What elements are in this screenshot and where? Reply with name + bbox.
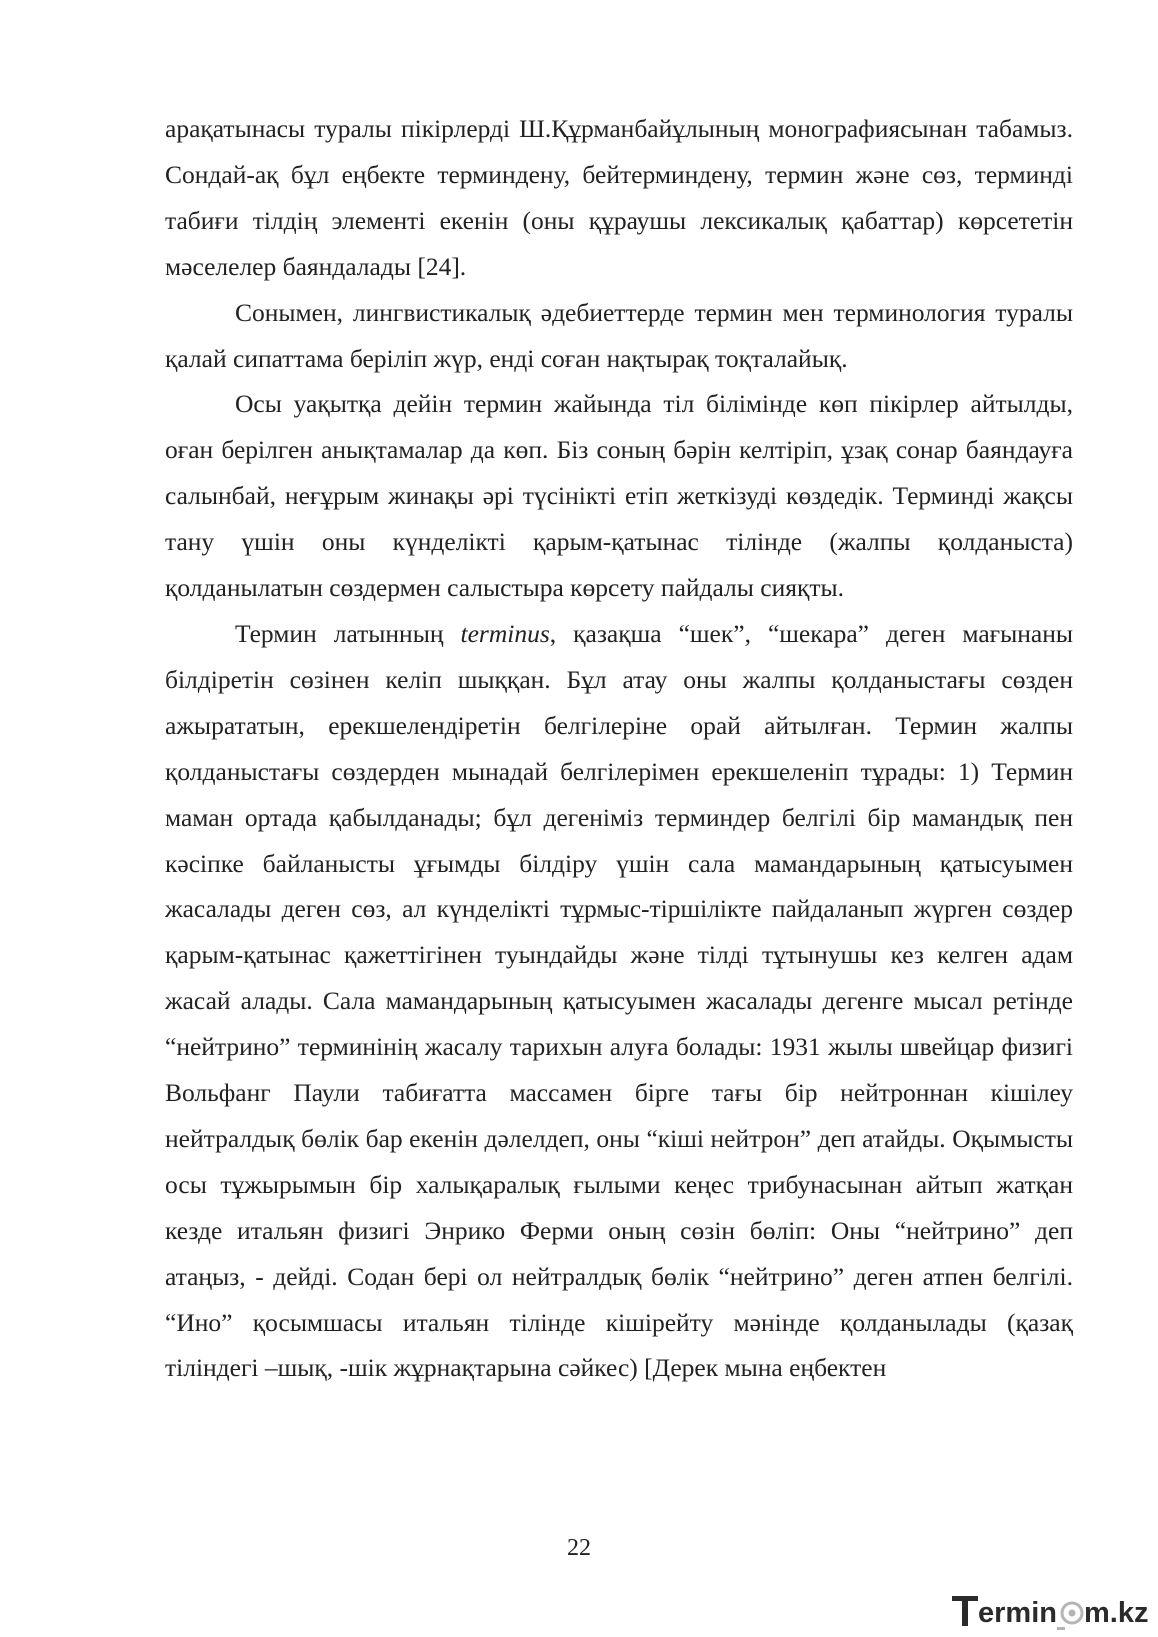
paragraph-2 (165, 290, 1073, 382)
latin-term: terminus (460, 618, 550, 648)
paragraph-4-text-start: Термин латынның (235, 618, 461, 648)
watermark-logo (948, 1588, 1148, 1632)
paragraph-1-text: арақатынасы туралы пікірлерді Ш.Құрманбайұлының монографиясынан табамыз. Сондай-ақ бұл еңбекте терминдену, бейтерминдену, термин және сөз, терминді табиғи тілдің элементі екенін (оны құраушы лексикалық қабаттар) көрсететін мәселелер баяндалады [24]. (165, 114, 1073, 281)
paragraph-4-text-rest: , қазақша “шек”, “шекара” деген мағынаны білдіретін сөзінен келіп шыққан. Бұл атау оны жалпы қолданыстағы сөзден ажырататын, ерекшелендіретін белгілеріне орай айтылған. Термин жалпы қолданыстағы сөздерден мынадай белгілерімен ерекшеленіп тұрады: 1) Термин маман ортада қабылданады; бұл дегеніміз терминдер белгілі бір мамандық пен кәсіпке байланысты ұғымды білдіру үшін сала мамандарының қатысуымен жасалады деген сөз, ал күнделікті тұрмыс-тіршілікте пайдаланып жүрген сөздер қарым-қатынас қажеттігінен туындайды және тілді тұтынушы кез келген адам жасай алады. Сала мамандарының қатысуымен жасалады дегенге мысал ретінде “нейтрино” терминінің жасалу тарихын алуға болады: 1931 жылы швейцар физигі Вольфанг Паули табиғатта массамен бірге тағы бір нейтроннан кішілеу нейтралдық бөлік бар екенін дәлелдеп, оны “кіші нейтрон” деп атайды. Оқымысты осы тұжырымын бір халықаралық ғылыми кеңес трибунасынан айтып жатқан кезде итальян физигі Энрико Ферми оның сөзін бөліп: Оны “нейтрино” деп атаңыз, - дейді. Содан бері ол нейтралдық бөлік “нейтрино” деген атпен белгілі. “Ино” қосымшасы итальян тілінде кішірейту мәнінде қолданылады (қазақ тіліндегі –шық, -шік жұрнақтарына сәйкес) [Дерек мына еңбектен (165, 618, 1073, 1383)
paragraph-3 (165, 381, 1073, 611)
page-number: 22 (567, 1535, 591, 1561)
svg-text:ermin: ermin (978, 1597, 1057, 1629)
svg-text:m.kz: m.kz (1084, 1597, 1148, 1629)
document-body (165, 106, 1073, 1391)
paragraph-1 (165, 106, 1073, 290)
paragraph-2-text: Сонымен, лингвистикалық әдебиеттерде термин мен терминология туралы қалай сипаттама беріліп жүр, енді соған нақтырақ тоқталайық. (165, 297, 1073, 373)
paragraph-4 (165, 611, 1073, 1391)
paragraph-3-text: Осы уақытқа дейін термин жайында тіл білімінде көп пікірлер айтылды, оған берілген анықтамалар да көп. Біз соның бәрін келтіріп, ұзақ сонар баяндауға салынбай, неғұрым жинақы әрі түсінікті етіп жеткізуді көздедік. Терминді жақсы тану үшін оны күнделікті қарым-қатынас тілінде (жалпы қолданыста) қолданылатын сөздермен салыстыра көрсету пайдалы сияқты. (165, 389, 1073, 603)
